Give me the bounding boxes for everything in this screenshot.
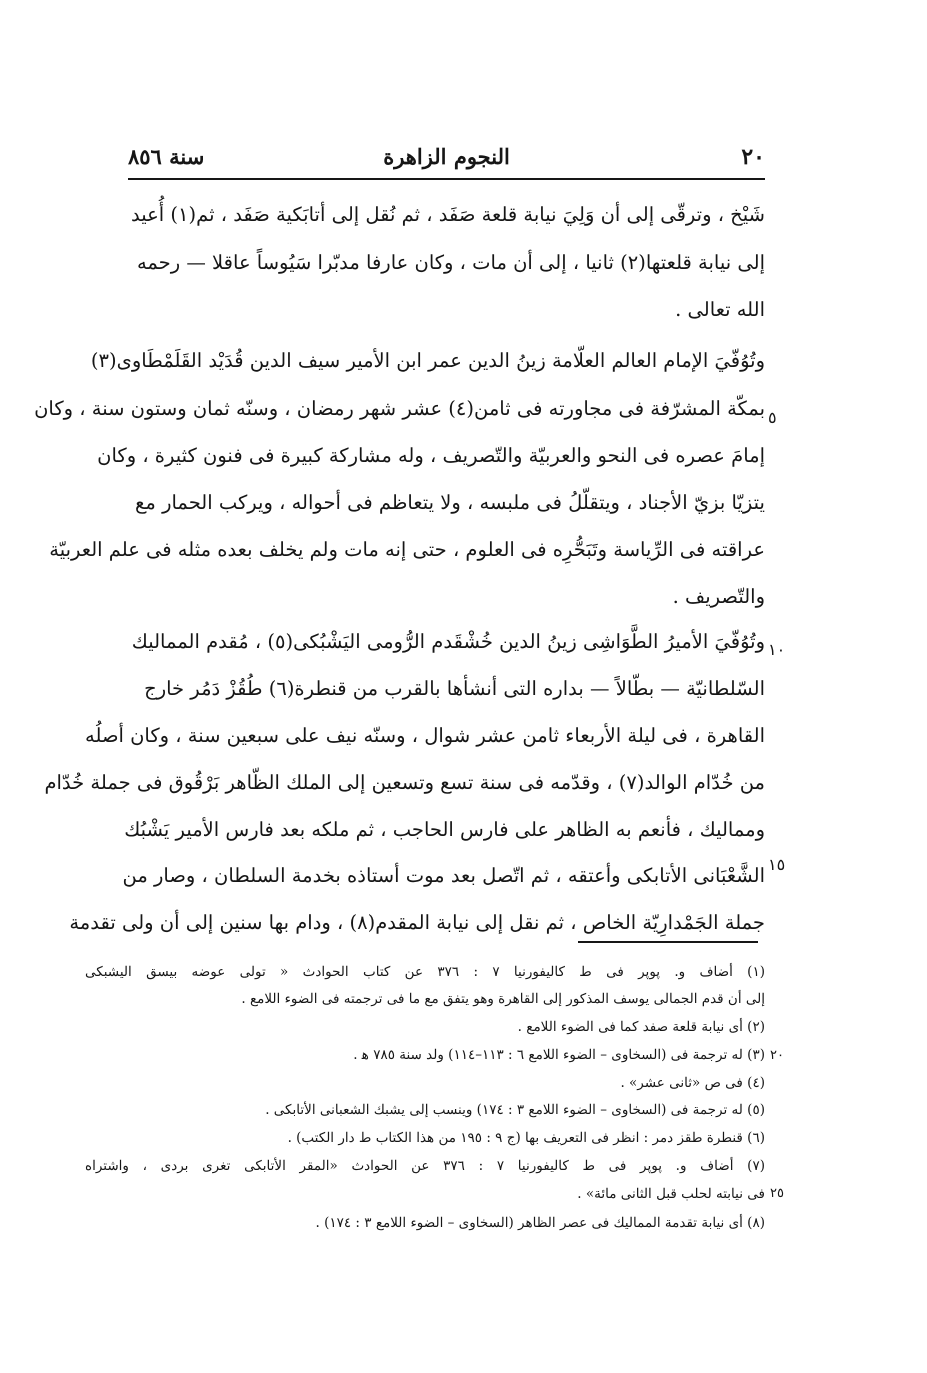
book-title: النجوم الزاهرة xyxy=(383,144,510,169)
text-line: من خُدّام الوالد(٧) ، وقدّمه فى سنة تسع وتسعين إلى الملك الظّاهر بَرْقُوق فى جملة خُدّام xyxy=(44,771,765,794)
footnote-line: (٢) أى نيابة قلعة صفد كما فى الضوء اللامع . xyxy=(517,1019,765,1035)
text-line: ومماليك ، فأنعم به الظاهر على فارس الحاجب ، ثم ملكه بعد فارس الأمير يَشْبُك xyxy=(124,818,765,841)
margin-line-number: ١٠ xyxy=(768,640,786,659)
text-line: بمكّة المشرّفة فى مجاورته فى ثامن(٤) عشر شهر رمضان ، وسنّه ثمان وستون سنة ، وكان xyxy=(34,397,765,420)
footnote-line: (٧) أضاف و. پوپر فى ط كاليفورنيا ٧ : ٣٧٦ عن الحوادث «المقر الأتابكى تغرى بردى ، واشتراه xyxy=(85,1158,765,1174)
footnote-margin-number: ٢٠ xyxy=(770,1048,784,1063)
footnote-line: (٣) له ترجمة فى (السخاوى – الضوء اللامع ٦ : ١١٣–١١٤) ولد سنة ٧٨٥ ﻫ . xyxy=(353,1047,765,1063)
text-line: الله تعالى . xyxy=(675,298,765,321)
text-line: إمامَ عصره فى النحو والعربيّة والتّصريف ، وله مشاركة كبيرة فى فنون كثيرة ، وكان xyxy=(97,444,765,467)
text-line: عراقته فى الرِّياسة وتَبَحُّرِه فى العلوم ، حتى إنه مات ولم يخلف بعده مثله فى علم العربيّة xyxy=(49,538,765,561)
header-year: سنة ٨٥٦ xyxy=(128,144,205,169)
text-line: يتزيّا بزيّ الأجناد ، ويتقلّلُ فى ملبسه ، ولا يتعاظم فى أحواله ، ويركب الحمار مع xyxy=(135,491,765,514)
margin-line-number: ٥ xyxy=(768,408,777,427)
footnote-line: (٤) فى ص «ثانى عشر» . xyxy=(620,1075,765,1091)
footnote-line: (٦) قنطرة طقز دمر : انظر فى التعريف بها (ج ٩ : ١٩٥ من هذا الكتاب ط دار الكتب) . xyxy=(287,1130,765,1146)
running-header xyxy=(128,140,765,176)
text-line: وتُوُفّيَ الأميرُ الطَّوَاشِى زينُ الدين خُشْقَدم الرُّومى اليَشْبُكى(٥) ، مُقدم المماليك xyxy=(131,630,765,653)
text-line: إلى نيابة قلعتها(٢) ثانيا ، إلى أن مات ، وكان عارفا مدبّرا سَيُوساً عاقلا — رحمه xyxy=(136,251,765,274)
footnote-line: إلى أن قدم الجمالى يوسف المذكور إلى القاهرة وهو يتفق مع ما فى ترجمته فى الضوء اللامع . xyxy=(241,991,765,1007)
text-line: والتّصريف . xyxy=(672,585,765,608)
page-number: ٢٠ xyxy=(741,144,765,170)
header-rule xyxy=(128,178,765,180)
margin-line-number: ١٥ xyxy=(768,855,786,874)
text-line: وتُوُفّيَ الإمام العالم العلّامة زينُ الدين عمر ابن الأمير سيف الدين قُدَيْد القَلَمْطَاوى(٣) xyxy=(90,349,765,372)
text-line: الشَّعْبَانى الأتابكى وأعتقه ، ثم اتّصل بعد موت أستاذه بخدمة السلطان ، وصار من xyxy=(122,864,765,887)
footnote-line: فى نيابته لحلب قبل الثانى مائة» . xyxy=(577,1186,765,1202)
text-line: جملة الجَمْدارِيّة الخاص ، ثم نقل إلى نيابة المقدم(٨) ، ودام بها سنين إلى أن ولى تقدمة xyxy=(69,911,765,934)
text-line: شَيْخ ، وترقّى إلى أن وَلِيَ نيابة قلعة صَفَد ، ثم نُقل إلى أتابَكية صَفَد ، ثم(١) أُعيد xyxy=(131,203,765,226)
footnote-line: (١) أضاف و. پوپر فى ط كاليفورنيا ٧ : ٣٧٦ عن كتاب الحوادث « تولى عوضه بيسق اليشبكى xyxy=(85,964,765,980)
footnote-margin-number: ٢٥ xyxy=(770,1186,784,1201)
footnote-line: (٥) له ترجمة فى (السخاوى – الضوء اللامع ٣ : ١٧٤) وينسب إلى يشبك الشعبانى الأتابكى . xyxy=(265,1102,765,1118)
text-line: السّلطانيّة — بطّالاً — بداره التى أنشأها بالقرب من قنطرة(٦) طُقُزْ دَمُر خارج xyxy=(144,677,765,700)
footnote-rule xyxy=(578,941,758,943)
text-line: القاهرة ، فى ليلة الأربعاء ثامن عشر شوال ، وسنّه نيف على سبعين سنة ، وكان أصلُه xyxy=(85,724,765,747)
footnote-line: (٨) أى نيابة تقدمة المماليك فى عصر الظاهر (السخاوى – الضوء اللامع ٣ : ١٧٤) . xyxy=(315,1215,765,1231)
